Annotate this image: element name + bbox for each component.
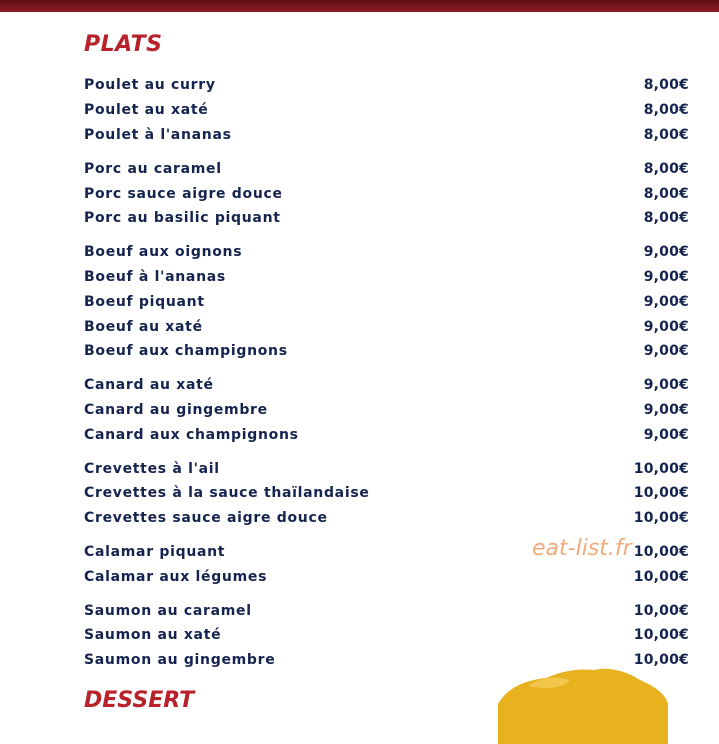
menu-item bbox=[84, 481, 689, 506]
menu-item bbox=[84, 398, 689, 423]
menu-item-price: 9,00€ bbox=[643, 293, 689, 310]
decorative-blob-icon bbox=[498, 664, 668, 744]
menu-item-price: 10,00€ bbox=[633, 652, 689, 669]
menu-item-price: 9,00€ bbox=[643, 426, 689, 443]
menu-item-name: Porc au basilic piquant bbox=[84, 210, 281, 227]
menu-item-name: Canard au xaté bbox=[84, 377, 214, 394]
menu-item bbox=[84, 156, 689, 181]
menu-item-price: 9,00€ bbox=[643, 401, 689, 418]
menu-item bbox=[84, 422, 689, 447]
menu-item-name: Saumon au xaté bbox=[84, 627, 222, 644]
menu-item-price: 8,00€ bbox=[643, 102, 689, 119]
menu-list bbox=[84, 73, 689, 682]
menu-item-price: 10,00€ bbox=[633, 460, 689, 477]
menu-item bbox=[84, 206, 689, 231]
menu-item-price: 9,00€ bbox=[643, 244, 689, 261]
menu-item-price: 8,00€ bbox=[643, 160, 689, 177]
menu-item-name: Calamar piquant bbox=[84, 543, 226, 560]
menu-item-name: Boeuf aux champignons bbox=[84, 343, 288, 360]
menu-item-name: Poulet au xaté bbox=[84, 102, 209, 119]
menu-item-name: Porc au caramel bbox=[84, 160, 222, 177]
menu-item-name: Saumon au caramel bbox=[84, 602, 252, 619]
menu-item bbox=[84, 314, 689, 339]
menu-item-price: 9,00€ bbox=[643, 343, 689, 360]
menu-group bbox=[84, 373, 689, 447]
menu-item bbox=[84, 506, 689, 531]
menu-item-name: Boeuf piquant bbox=[84, 293, 205, 310]
menu-item-price: 10,00€ bbox=[633, 602, 689, 619]
menu-item-price: 8,00€ bbox=[643, 210, 689, 227]
menu-item-price: 9,00€ bbox=[643, 318, 689, 335]
menu-item-name: Crevettes à la sauce thaïlandaise bbox=[84, 485, 370, 502]
menu-item bbox=[84, 265, 689, 290]
menu-item bbox=[84, 623, 689, 648]
menu-item bbox=[84, 98, 689, 123]
menu-item bbox=[84, 73, 689, 98]
menu-item-name: Boeuf à l'ananas bbox=[84, 268, 226, 285]
menu-item-name: Crevettes à l'ail bbox=[84, 460, 220, 477]
menu-group bbox=[84, 156, 689, 230]
menu-item bbox=[84, 598, 689, 623]
menu-item-price: 8,00€ bbox=[643, 77, 689, 94]
top-border-bar bbox=[0, 0, 719, 12]
menu-item-name: Boeuf au xaté bbox=[84, 318, 203, 335]
menu-item-price: 9,00€ bbox=[643, 377, 689, 394]
menu-item bbox=[84, 240, 689, 265]
menu-item-name: Crevettes sauce aigre douce bbox=[84, 510, 328, 527]
menu-item bbox=[84, 564, 689, 589]
menu-item-price: 9,00€ bbox=[643, 268, 689, 285]
next-section-title: DESSERT bbox=[84, 688, 195, 713]
menu-item-name: Canard au gingembre bbox=[84, 401, 268, 418]
menu-item-price: 10,00€ bbox=[633, 543, 689, 560]
menu-item bbox=[84, 181, 689, 206]
menu-item-name: Calamar aux légumes bbox=[84, 568, 268, 585]
menu-item-name: Poulet au curry bbox=[84, 77, 216, 94]
watermark: eat-list.fr bbox=[532, 536, 632, 561]
menu-group bbox=[84, 240, 689, 364]
menu-group bbox=[84, 456, 689, 530]
menu-item-name: Poulet à l'ananas bbox=[84, 126, 232, 143]
menu-item-name: Porc sauce aigre douce bbox=[84, 185, 283, 202]
menu-item-price: 10,00€ bbox=[633, 568, 689, 585]
menu-item-name: Saumon au gingembre bbox=[84, 652, 276, 669]
menu-item-price: 10,00€ bbox=[633, 485, 689, 502]
menu-item bbox=[84, 289, 689, 314]
menu-item bbox=[84, 339, 689, 364]
menu-item-price: 10,00€ bbox=[633, 510, 689, 527]
menu-group bbox=[84, 598, 689, 672]
menu-item-name: Boeuf aux oignons bbox=[84, 244, 243, 261]
section-title: PLATS bbox=[84, 32, 163, 57]
menu-group bbox=[84, 73, 689, 147]
menu-item bbox=[84, 456, 689, 481]
menu-item-price: 8,00€ bbox=[643, 185, 689, 202]
menu-item bbox=[84, 123, 689, 148]
menu-item-price: 8,00€ bbox=[643, 126, 689, 143]
menu-item-price: 10,00€ bbox=[633, 627, 689, 644]
menu-item bbox=[84, 373, 689, 398]
menu-item-name: Canard aux champignons bbox=[84, 426, 299, 443]
